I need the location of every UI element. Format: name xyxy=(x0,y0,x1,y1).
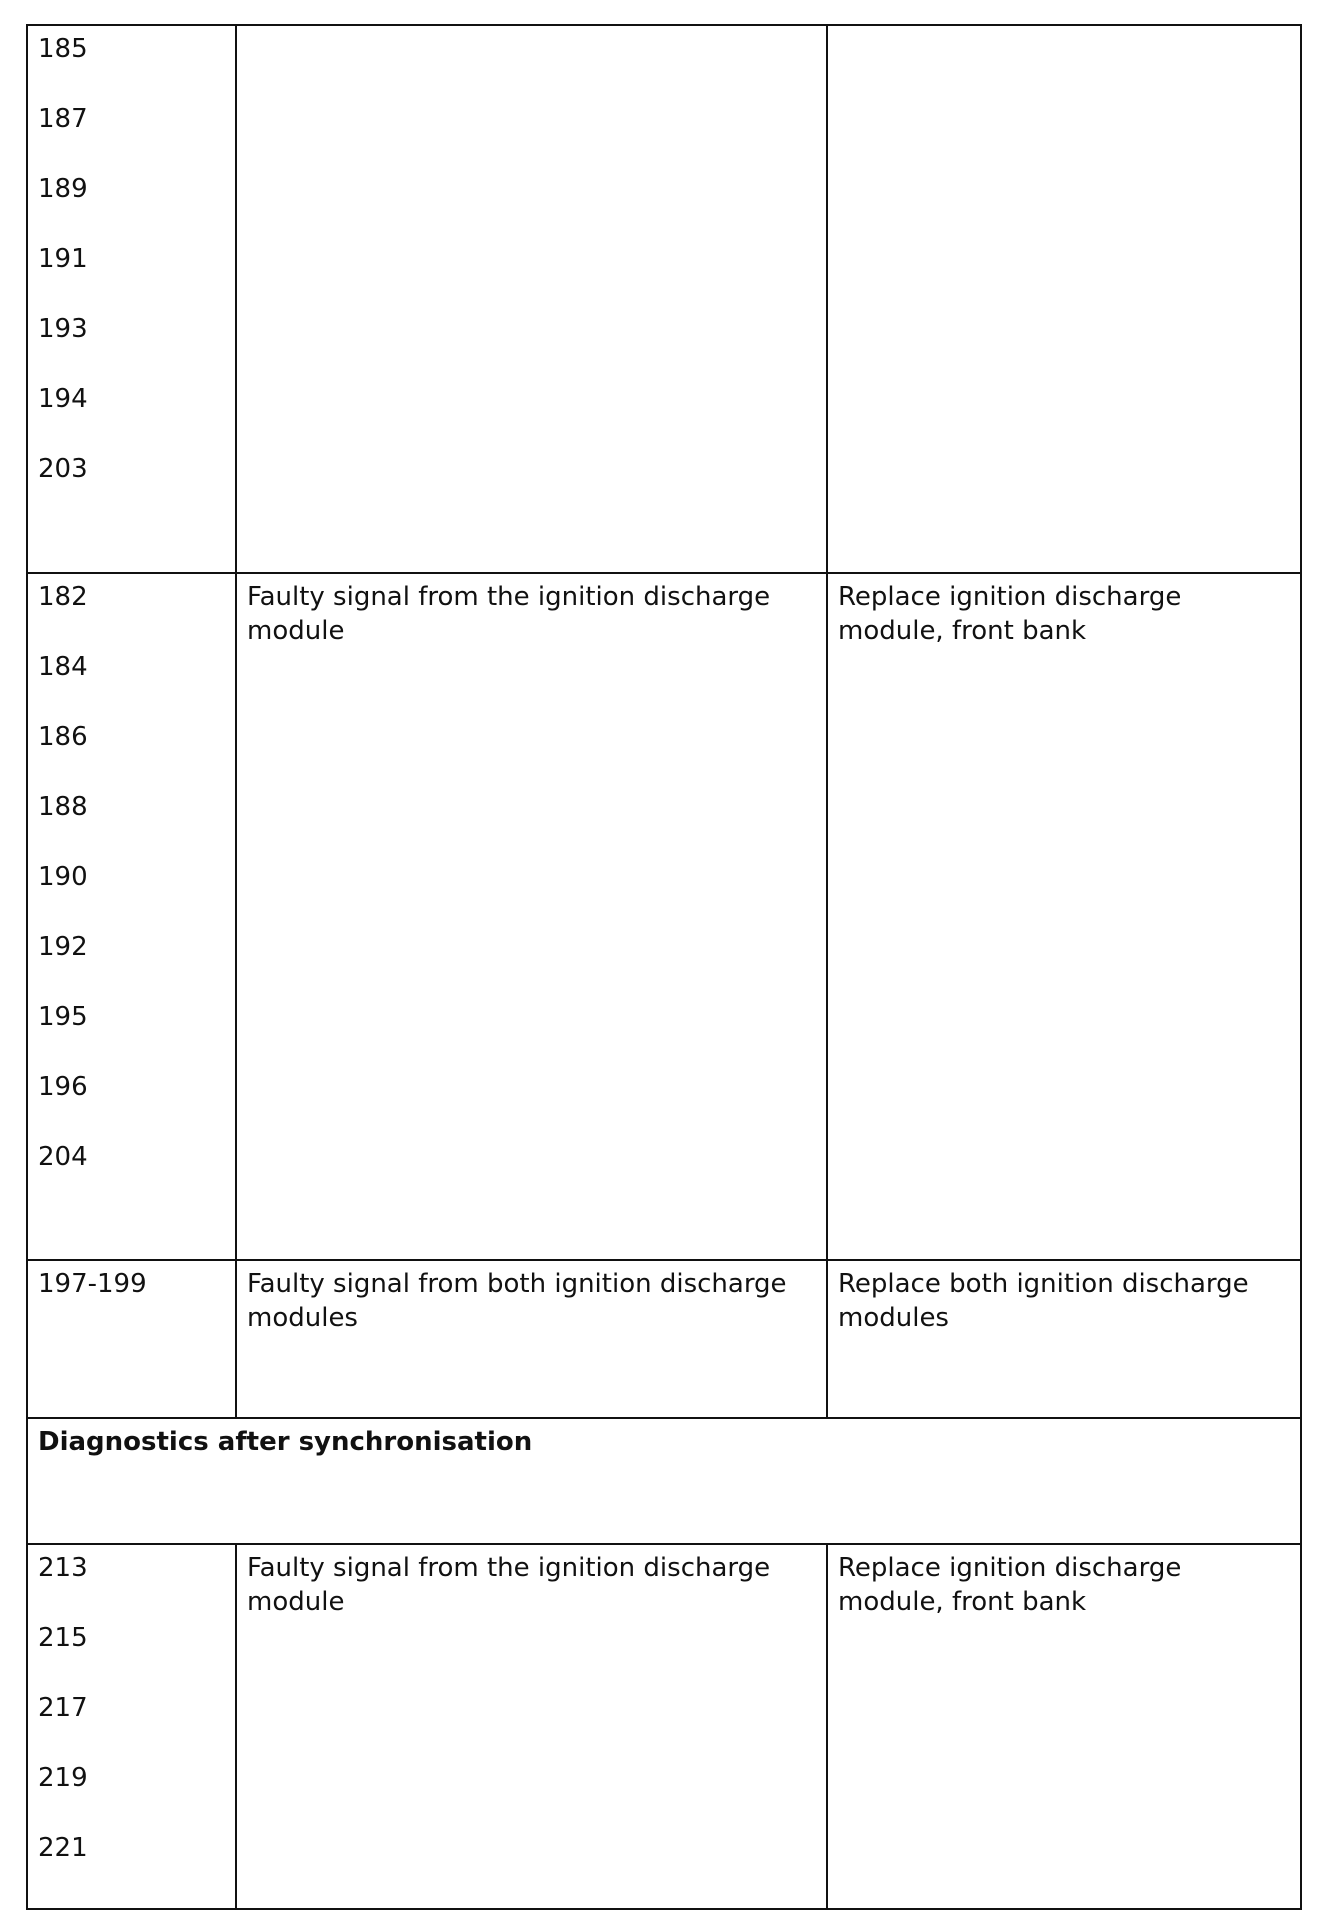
fault-code: 221 xyxy=(38,1833,88,1863)
fault-code: 186 xyxy=(38,722,88,752)
fault-description-cell xyxy=(236,25,827,573)
section-heading: Diagnostics after synchronisation xyxy=(27,1418,1301,1544)
code-cell xyxy=(27,25,236,573)
fault-code: 192 xyxy=(38,932,88,962)
fault-description-cell: Faulty signal from both ignition discharge modules xyxy=(236,1260,827,1418)
action-cell: Replace ignition discharge module, front bank xyxy=(827,1544,1301,1909)
fault-code: 184 xyxy=(38,652,88,682)
action-cell: Replace ignition discharge module, front bank xyxy=(827,573,1301,1260)
action-cell xyxy=(827,25,1301,573)
fault-code: 187 xyxy=(38,104,88,134)
fault-code: 204 xyxy=(38,1142,88,1172)
table-row xyxy=(27,1544,1301,1909)
fault-code: 191 xyxy=(38,244,88,274)
fault-code: 195 xyxy=(38,1002,88,1032)
code-cell xyxy=(27,1260,236,1418)
fault-code: 213 xyxy=(38,1553,88,1583)
fault-code: 189 xyxy=(38,174,88,204)
diagnostics-table xyxy=(26,24,1302,1910)
fault-code: 190 xyxy=(38,862,88,892)
fault-code: 219 xyxy=(38,1763,88,1793)
fault-code: 194 xyxy=(38,384,88,414)
fault-description-cell: Faulty signal from the ignition discharge module xyxy=(236,1544,827,1909)
fault-code: 182 xyxy=(38,582,88,612)
code-cell xyxy=(27,1544,236,1909)
fault-code: 196 xyxy=(38,1072,88,1102)
fault-code: 185 xyxy=(38,34,88,64)
table-row xyxy=(27,573,1301,1260)
fault-code: 217 xyxy=(38,1693,88,1723)
action-cell: Replace both ignition discharge modules xyxy=(827,1260,1301,1418)
table-row xyxy=(27,25,1301,573)
code-cell xyxy=(27,573,236,1260)
fault-code: 203 xyxy=(38,454,88,484)
fault-code: 193 xyxy=(38,314,88,344)
section-heading-row xyxy=(27,1418,1301,1544)
fault-code: 188 xyxy=(38,792,88,822)
fault-code: 197-199 xyxy=(38,1269,147,1299)
table-row xyxy=(27,1260,1301,1418)
fault-description-cell: Faulty signal from the ignition discharge module xyxy=(236,573,827,1260)
fault-code: 215 xyxy=(38,1623,88,1653)
